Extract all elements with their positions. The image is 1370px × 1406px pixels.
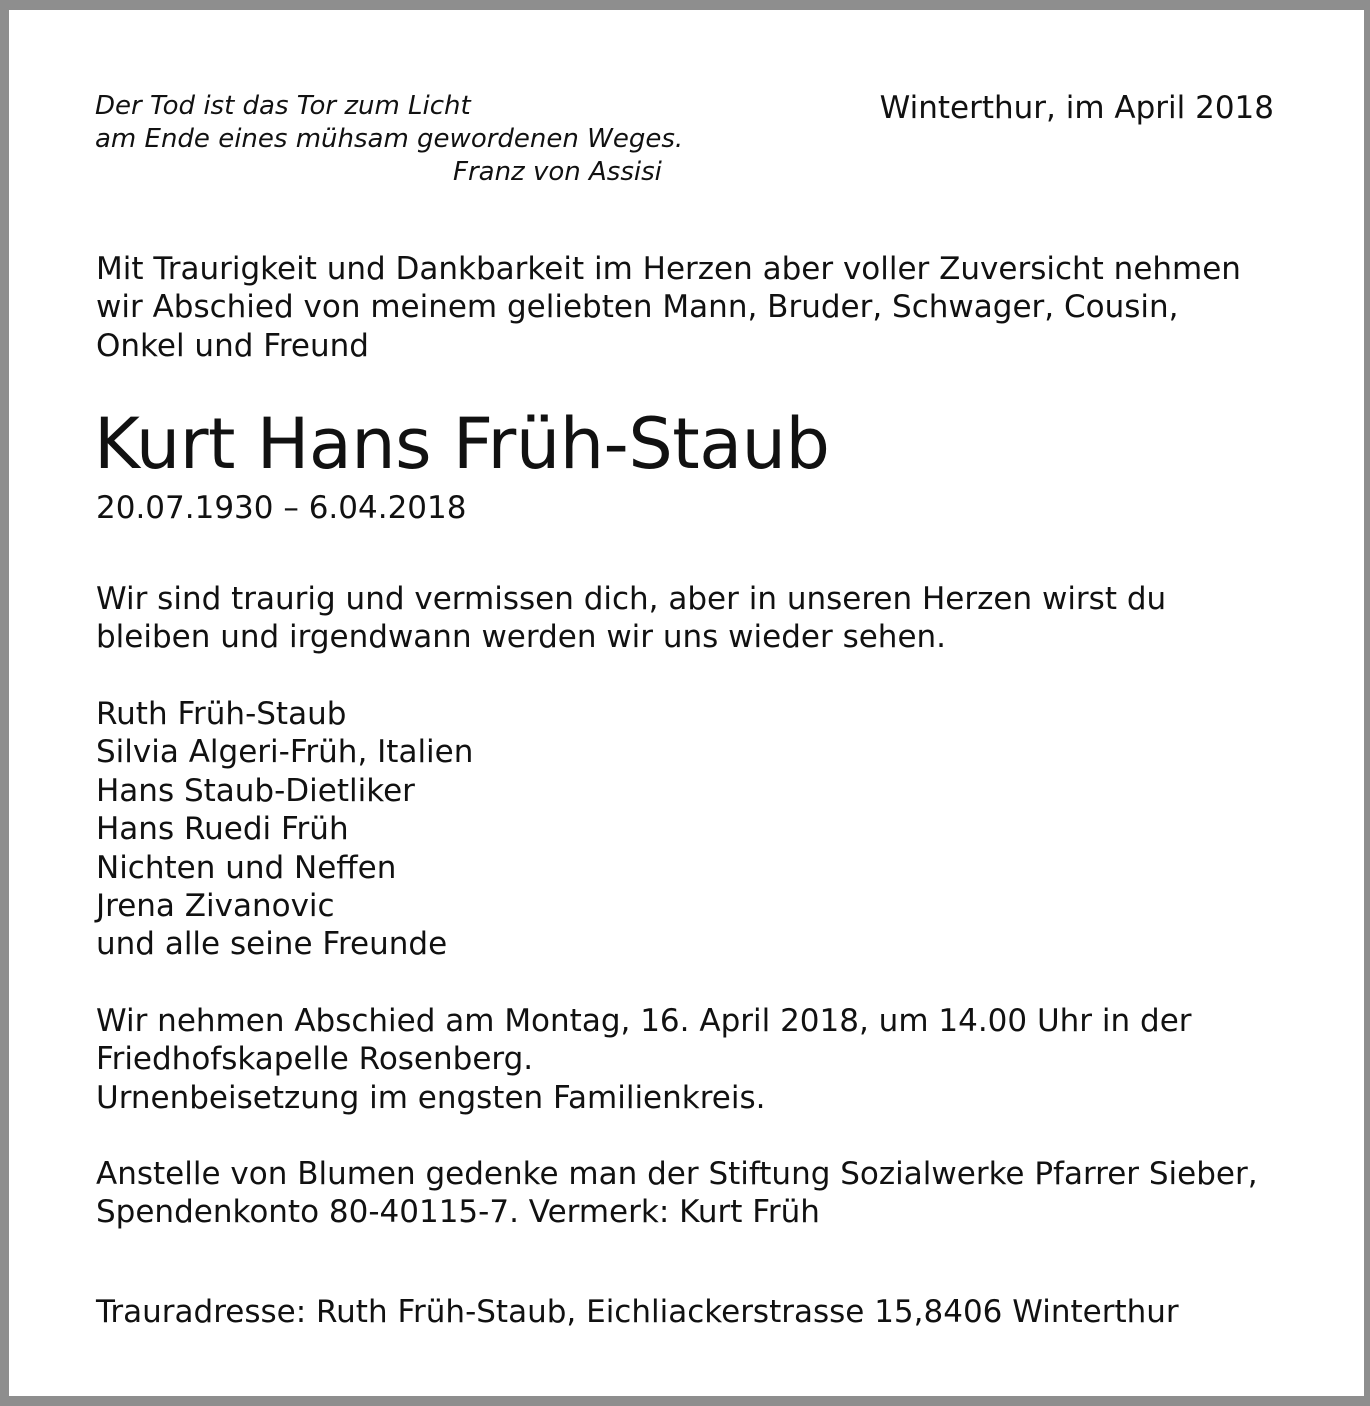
service-line: Urnenbeisetzung im engsten Familienkreis. xyxy=(96,1079,766,1116)
mourners-list xyxy=(96,695,473,964)
motto-author: Franz von Assisi xyxy=(453,157,662,187)
intro-line: Mit Traurigkeit und Dankbarkeit im Herzen aber voller Zuversicht nehmen xyxy=(96,251,1241,287)
mourner-name: und alle seine Freunde xyxy=(96,926,448,963)
service-line: Wir nehmen Abschied am Montag, 16. April 2018, um 14.00 Uhr in der xyxy=(96,1003,1192,1039)
mourner-name: Hans Staub-Dietliker xyxy=(96,772,415,809)
farewell-line: bleiben und irgendwann werden wir uns wieder sehen. xyxy=(96,619,947,656)
farewell-paragraph xyxy=(96,580,1166,657)
life-dates: 20.07.1930 – 6.04.2018 xyxy=(96,490,467,526)
intro-line: wir Abschied von meinem geliebten Mann, Bruder, Schwager, Cousin, xyxy=(96,289,1179,326)
donation-line: Spendenkonto 80-40115-7. Vermerk: Kurt Früh xyxy=(96,1194,820,1231)
service-line: Friedhofskapelle Rosenberg. xyxy=(96,1041,534,1078)
service-info xyxy=(96,1002,1192,1117)
mourning-address: Trauradresse: Ruth Früh-Staub, Eichliackerstrasse 15,8406 Winterthur xyxy=(96,1294,1179,1330)
mourner-name: Jrena Zivanovic xyxy=(96,888,335,925)
mourner-name: Nichten und Neffen xyxy=(96,849,397,886)
motto-line: am Ende eines mühsam gewordenen Weges. xyxy=(95,124,684,154)
donation-line: Anstelle von Blumen gedenke man der Stiftung Sozialwerke Pfarrer Sieber, xyxy=(96,1156,1258,1192)
motto-quote xyxy=(95,90,683,189)
motto-line: Der Tod ist das Tor zum Licht xyxy=(95,91,471,121)
mourner-name: Silvia Algeri-Früh, Italien xyxy=(96,734,474,771)
place-date: Winterthur, im April 2018 xyxy=(879,90,1274,126)
donation-info xyxy=(96,1155,1258,1232)
mourner-name: Hans Ruedi Früh xyxy=(96,811,349,848)
intro-paragraph xyxy=(96,250,1241,365)
deceased-name: Kurt Hans Früh-Staub xyxy=(94,403,830,485)
mourner-name: Ruth Früh-Staub xyxy=(96,696,347,732)
intro-line: Onkel und Freund xyxy=(96,327,369,364)
farewell-line: Wir sind traurig und vermissen dich, aber in unseren Herzen wirst du xyxy=(96,581,1167,617)
